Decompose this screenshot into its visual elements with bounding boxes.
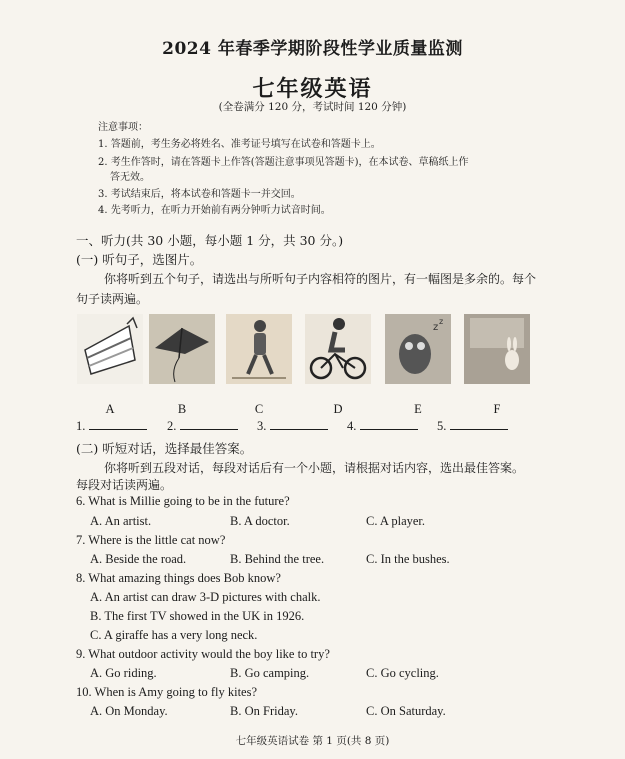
picture-label: E (414, 402, 422, 416)
option-b[interactable]: B. Go camping. (230, 666, 310, 680)
part2-heading: (二) 听短对话，选择最佳答案。 (76, 441, 253, 456)
answer-blank[interactable] (76, 419, 147, 434)
sandwich-icon (77, 314, 143, 384)
note-item: 答无效。 (110, 172, 150, 183)
blank-number: 1. (76, 419, 86, 433)
exam-title: 2024 年春季学期阶段性学业质量监测 (162, 39, 463, 59)
part1-instruction: 句子读两遍。 (76, 292, 149, 306)
svg-text:z: z (439, 317, 444, 326)
answer-blank[interactable] (167, 419, 238, 434)
subject-title: 七年级英语 (252, 76, 373, 102)
exam-info: (全卷满分 120 分，考试时间 120 分钟) (218, 101, 407, 113)
part1-instruction: 你将听到五个句子，请选出与所听句子内容相符的图片，有一幅图是多余的。每个 (104, 272, 537, 286)
option-a[interactable]: A. An artist can draw 3-D pictures with chalk. (90, 590, 321, 604)
option-c[interactable]: C. Go cycling. (366, 666, 439, 680)
cartoon-monster-icon (385, 314, 451, 384)
blank-number: 3. (257, 419, 267, 433)
question-9: 9. What outdoor activity would the boy like to try? (76, 647, 330, 661)
option-c[interactable]: C. On Saturday. (366, 704, 446, 718)
blank-number: 4. (347, 419, 357, 433)
option-b[interactable]: B. The first TV showed in the UK in 1926. (90, 609, 305, 623)
part1-heading: (一) 听句子，选图片。 (76, 252, 203, 267)
note-item: 1. 答题前，考生务必将姓名、准考证号填写在试卷和答题卡上。 (98, 139, 381, 150)
svg-text:z: z (433, 322, 439, 333)
note-item: 2. 考生作答时，请在答题卡上作答(答题注意事项见答题卡)，在本试卷、草稿纸上作 (98, 157, 469, 168)
walking-man-icon (226, 314, 292, 384)
page-footer: 七年级英语试卷 第 1 页(共 8 页) (235, 735, 390, 747)
option-a[interactable]: A. On Monday. (90, 704, 168, 718)
answer-blank[interactable] (437, 419, 508, 434)
picture-label: B (177, 402, 187, 416)
part2-instruction: 你将听到五段对话，每段对话后有一个小题，请根据对话内容，选出最佳答案。 (104, 461, 525, 475)
option-c[interactable]: C. A giraffe has a very long neck. (90, 628, 258, 642)
option-c[interactable]: C. A player. (366, 514, 426, 528)
picture-label: A (105, 402, 115, 416)
blank-number: 2. (167, 419, 177, 433)
answer-blank[interactable] (257, 419, 328, 434)
question-10: 10. When is Amy going to fly kites? (76, 685, 258, 699)
cyclist-icon (305, 314, 371, 384)
part2-instruction: 每段对话读两遍。 (76, 478, 173, 492)
picture-label: D (333, 402, 343, 416)
option-b[interactable]: B. Behind the tree. (230, 552, 325, 566)
option-a[interactable]: A. An artist. (90, 514, 152, 528)
question-6: 6. What is Millie going to be in the future? (76, 494, 290, 508)
option-a[interactable]: A. Go riding. (90, 666, 157, 680)
note-item: 4. 先考听力，在听力开始前有两分钟听力试音时间。 (98, 205, 331, 216)
picture-label: C (254, 402, 264, 416)
option-b[interactable]: B. A doctor. (230, 514, 290, 528)
kite-icon (149, 314, 215, 384)
picture-label: F (493, 402, 501, 416)
question-8: 8. What amazing things does Bob know? (76, 571, 281, 585)
notes-heading: 注意事项： (98, 122, 148, 133)
question-7: 7. Where is the little cat now? (76, 533, 226, 547)
note-item: 3. 考试结束后，将本试卷和答题卡一并交回。 (98, 189, 301, 200)
rabbit-icon (464, 314, 530, 384)
option-c[interactable]: C. In the bushes. (366, 552, 450, 566)
blank-number: 5. (437, 419, 447, 433)
option-a[interactable]: A. Beside the road. (90, 552, 187, 566)
option-b[interactable]: B. On Friday. (230, 704, 298, 718)
answer-blank[interactable] (347, 419, 418, 434)
section-heading: 一、听力(共 30 小题，每小题 1 分，共 30 分。) (76, 233, 344, 248)
